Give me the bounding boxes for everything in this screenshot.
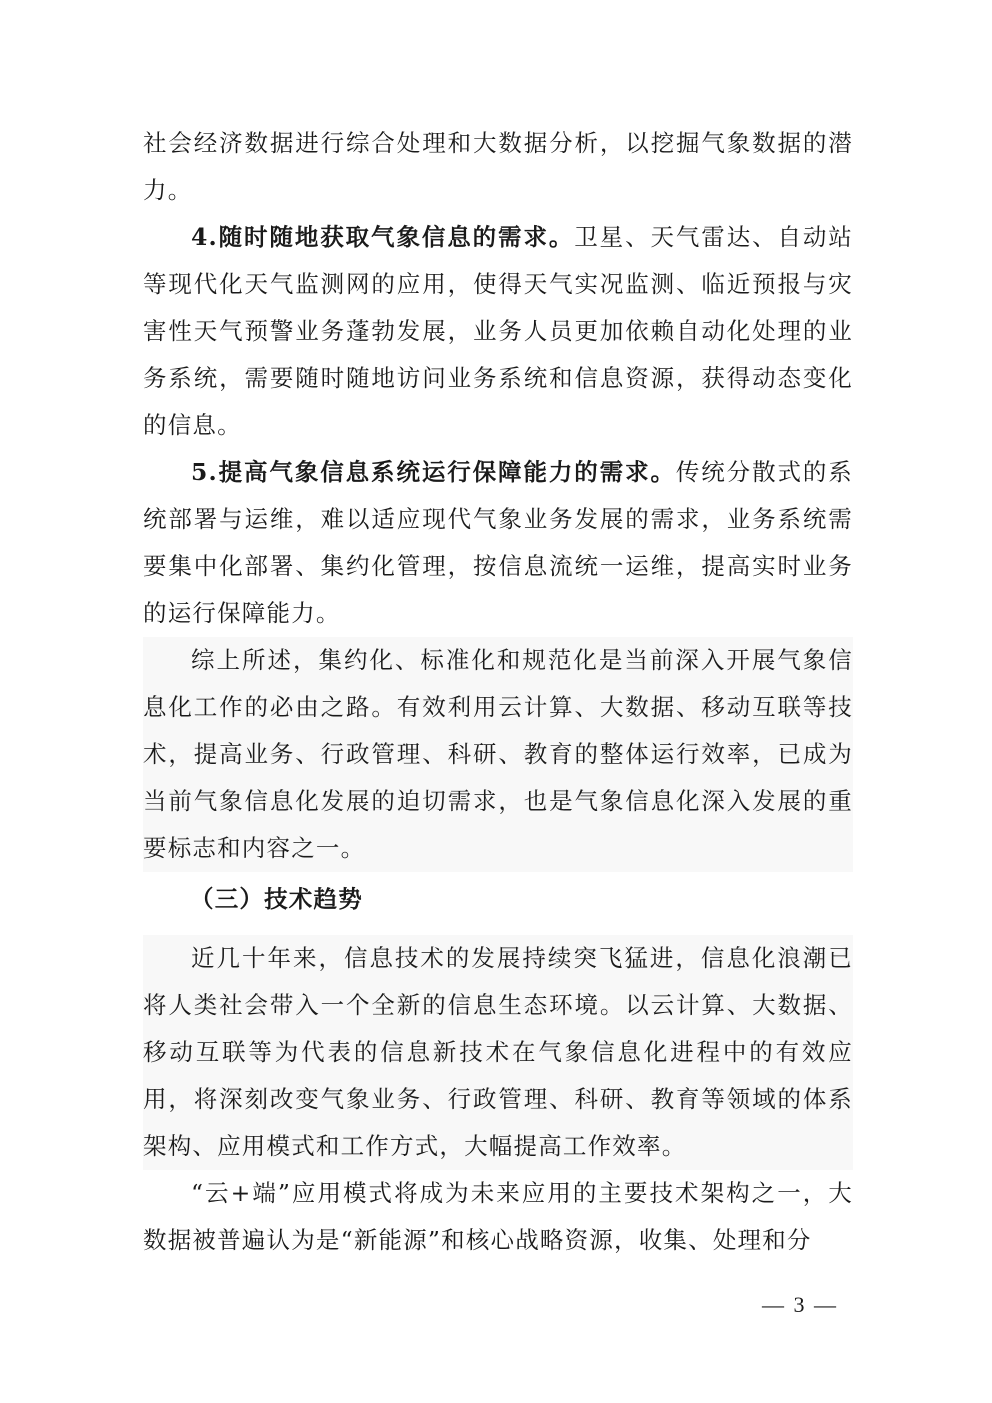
item-5-heading: 5.提高气象信息系统运行保障能力的需求。 bbox=[191, 458, 676, 486]
paragraph-continued: 社会经济数据进行综合处理和大数据分析，以挖掘气象数据的潜力。 bbox=[143, 129, 853, 204]
paragraph-cloud-end: “云+端”应用模式将成为未来应用的主要技术架构之一，大数据被普遍认为是“新能源”和核心战略资源，收集、处理和分 bbox=[143, 1179, 853, 1254]
paragraph-item-4 bbox=[143, 214, 853, 449]
item-4-heading: 4.随时随地获取气象信息的需求。 bbox=[191, 223, 575, 251]
paragraph-tech-trend: 近几十年来，信息技术的发展持续突飞猛进，信息化浪潮已将人类社会带入一个全新的信息生态环境。以云计算、大数据、移动互联等为代表的信息新技术在气象信息化进程中的有效应用，将深刻改变气象业务、行政管理、科研、教育等领域的体系架构、应用模式和工作方式，大幅提高工作效率。 bbox=[143, 935, 853, 1170]
item-5-body: 传统分散式的系统部署与运维，难以适应现代气象业务发展的需求，业务系统需要集中化部署、集约化管理，按信息流统一运维，提高实时业务的运行保障能力。 bbox=[143, 458, 853, 627]
paragraph-summary: 综上所述，集约化、标准化和规范化是当前深入开展气象信息化工作的必由之路。有效利用云计算、大数据、移动互联等技术，提高业务、行政管理、科研、教育的整体运行效率，已成为当前气象信息化发展的迫切需求，也是气象信息化深入发展的重要标志和内容之一。 bbox=[143, 637, 853, 872]
section-heading: （三）技术趋势 bbox=[190, 885, 363, 913]
item-4-body: 卫星、天气雷达、自动站等现代化天气监测网的应用，使得天气实况监测、临近预报与灾害性天气预警业务蓬勃发展，业务人员更加依赖自动化处理的业务系统，需要随时随地访问业务系统和信息资源，获得动态变化的信息。 bbox=[143, 223, 854, 439]
page-number: — 3 — bbox=[762, 1292, 838, 1317]
paragraph-item-5 bbox=[143, 449, 853, 637]
